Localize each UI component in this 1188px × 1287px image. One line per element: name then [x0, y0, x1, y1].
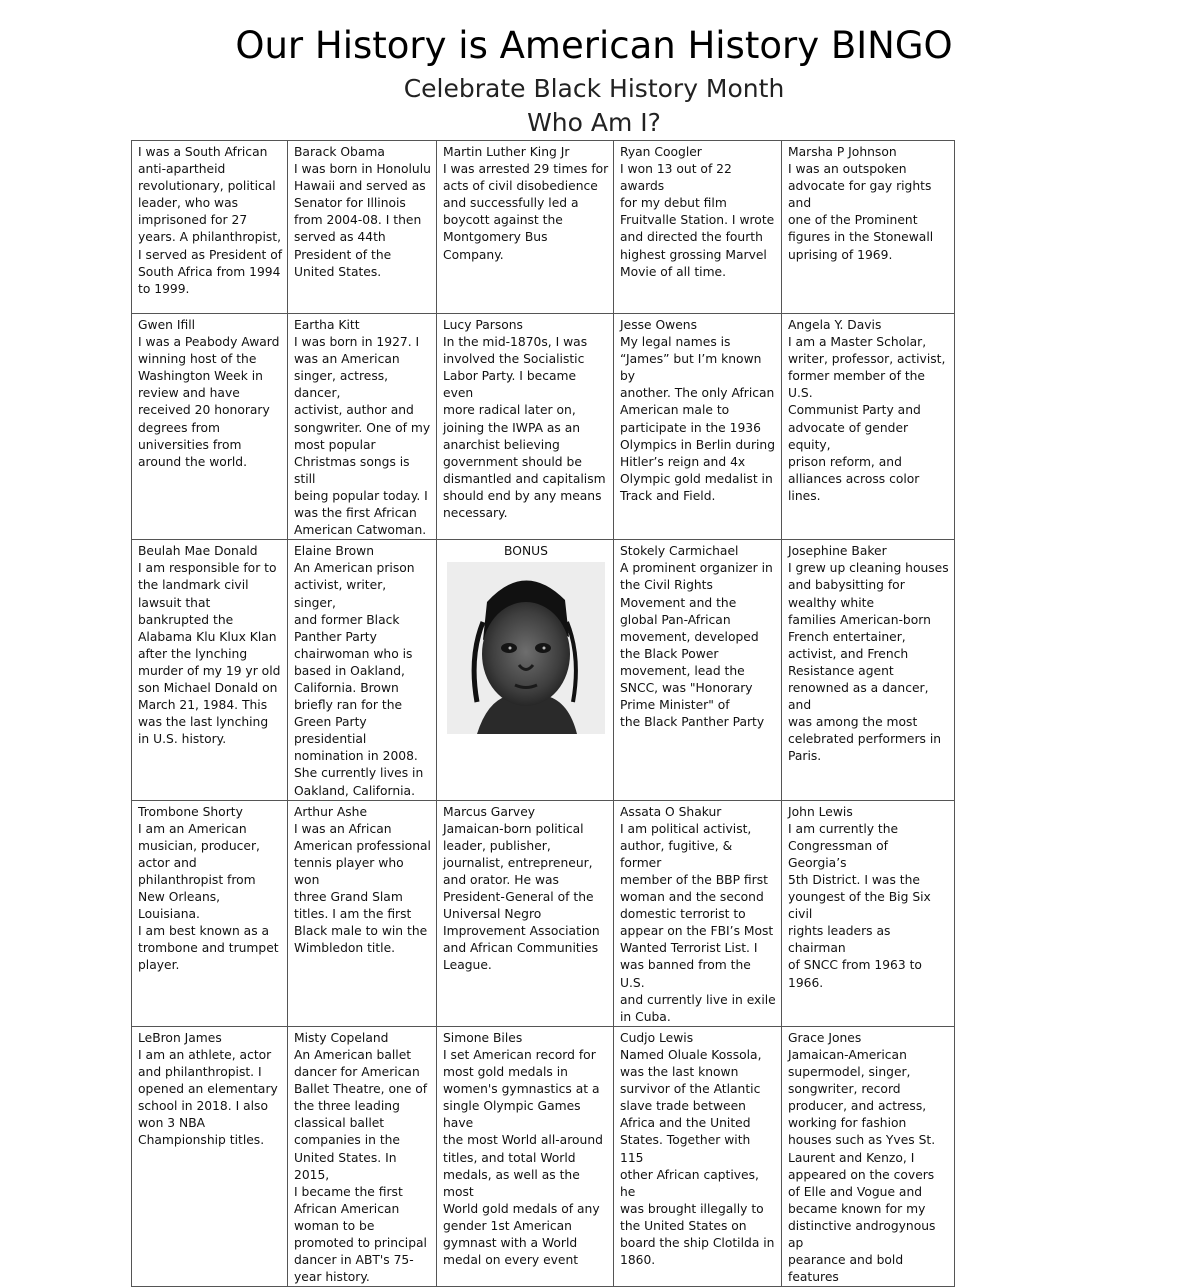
- page-title: Our History is American History BINGO: [235, 24, 953, 67]
- bingo-cell[interactable]: [437, 800, 614, 1026]
- cell-name: Marsha P Johnson: [788, 145, 897, 159]
- bingo-cell[interactable]: [132, 314, 288, 540]
- board-row: [132, 141, 955, 314]
- bingo-cell[interactable]: [614, 1026, 782, 1286]
- cell-name: Beulah Mae Donald: [138, 544, 258, 559]
- bingo-cell[interactable]: [132, 1026, 288, 1286]
- cell-name: Stokely Carmichael: [620, 544, 739, 559]
- cell-name: Grace Jones: [788, 1030, 862, 1045]
- board-row: [132, 540, 955, 800]
- bingo-cell[interactable]: [437, 1026, 614, 1286]
- cell-name: Angela Y. Davis: [788, 318, 882, 332]
- bingo-cell[interactable]: [437, 314, 614, 540]
- cell-name: Simone Biles: [443, 1030, 523, 1045]
- cell-name: Martin Luther King Jr: [443, 145, 570, 159]
- bingo-cell[interactable]: [288, 800, 437, 1026]
- bonus-label: BONUS: [504, 544, 548, 559]
- cell-name: LeBron James: [138, 1030, 222, 1045]
- cell-clue: I am political activist, author, fugitive, & former member of the BBP first woman and the second domestic terrorist to appear on the FBI’s Most Wanted Terrorist List. I was banned from the U.S. and currently live in exile in Cuba.: [620, 821, 776, 1024]
- bingo-cell[interactable]: [437, 141, 614, 314]
- bingo-cell[interactable]: [782, 800, 955, 1026]
- cell-clue: Jamaican-born political leader, publisher, journalist, entrepreneur, and orator. He was President-General of the Universal Negro Improvement Association and African Communities League.: [443, 821, 600, 973]
- page-subtitle: Celebrate Black History Month: [403, 74, 785, 103]
- bingo-cell[interactable]: [614, 314, 782, 540]
- board-row: [132, 314, 955, 540]
- cell-clue: Jamaican-American supermodel, singer, songwriter, record producer, and actress, working for fashion houses such as Yves St. Laurent and Kenzo, I appeared on the covers of Elle and Vogue and became known for my distinctive androgynous ap pearance and bold features: [788, 1047, 936, 1285]
- cell-clue: I am a Master Scholar, writer, professor, activist, former member of the U.S. Communist Party and advocate of gender equity, prison reform, and alliances across color lines.: [788, 335, 946, 503]
- cell-clue: I was a Peabody Award winning host of the Washington Week in review and have received 20 honorary degrees from universities from around the world.: [138, 335, 280, 469]
- bingo-cell[interactable]: [288, 314, 437, 540]
- bingo-cell[interactable]: [782, 314, 955, 540]
- cell-clue: An American ballet dancer for American Ballet Theatre, one of the three leading classical ballet companies in the United States. In 2015, I became the first African American woman to be promoted to principal dancer in ABT's 75- year history.: [294, 1047, 428, 1285]
- cell-name: Assata O Shakur: [620, 804, 722, 819]
- cell-name: Cudjo Lewis: [620, 1030, 694, 1045]
- board-row: [132, 1026, 955, 1286]
- bingo-cell[interactable]: [132, 540, 288, 800]
- bingo-cell[interactable]: [132, 800, 288, 1026]
- bingo-cell[interactable]: [288, 141, 437, 314]
- cell-clue: I was born in 1927. I was an American singer, actress, dancer, activist, author and songwriter. One of my most popular Christmas songs is still being popular today. I was the first African American Catwoman.: [294, 335, 431, 538]
- cell-name: Misty Copeland: [294, 1030, 389, 1045]
- cell-name: Gwen Ifill: [138, 318, 196, 332]
- cell-clue: In the mid-1870s, I was involved the Socialistic Labor Party. I became even more radical later on, joining the IWPA as an anarchist believing government should be dismantled and capitalism should end by any means necessary.: [443, 335, 606, 521]
- cell-clue: An American prison activist, writer, singer, and former Black Panther Party chairwoman who is based in Oakland, California. Brown briefly ran for the Green Party presidential nomination in 2008. She currently lives in Oakland, California.: [294, 561, 424, 798]
- board-row: [132, 800, 955, 1026]
- cell-clue: I won 13 out of 22 awards for my debut film Fruitvalle Station. I wrote and directed the fourth highest grossing Marvel Movie of all time.: [620, 162, 775, 279]
- cell-clue: I was an African American professional tennis player who won three Grand Slam titles. I am the first Black male to win the Wimbledon title.: [294, 821, 431, 956]
- bingo-cell[interactable]: [782, 540, 955, 800]
- cell-name: Josephine Baker: [788, 544, 887, 559]
- cell-clue: I was arrested 29 times for acts of civil disobedience and successfully led a boycott against the Montgomery Bus Company.: [443, 162, 609, 262]
- cell-name: John Lewis: [788, 804, 853, 819]
- cell-name: Ryan Coogler: [620, 145, 702, 159]
- cell-clue: I was born in Honolulu Hawaii and served as Senator for Illinois from 2004-08. I then served as 44th President of the United States.: [294, 162, 431, 279]
- cell-clue: I was an outspoken advocate for gay rights and one of the Prominent figures in the Stonewall uprising of 1969.: [788, 162, 934, 262]
- cell-name: Eartha Kitt: [294, 318, 360, 332]
- cell-clue: I am an American musician, producer, actor and philanthropist from New Orleans, Louisiana. I am best known as a trombone and trumpet player.: [138, 821, 279, 973]
- cell-clue: My legal names is “James” but I’m known by another. The only African American male to participate in the 1936 Olympics in Berlin during Hitler’s reign and 4x Olympic gold medalist in Track and Field.: [620, 335, 776, 503]
- cell-clue: I was a South African anti-apartheid revolutionary, political leader, who was imprisoned for 27 years. A philanthropist, I served as President of South Africa from 1994 to 1999.: [138, 145, 283, 296]
- cell-clue: A prominent organizer in the Civil Rights Movement and the global Pan-African movement, developed the Black Power movement, lead the SNCC, was "Honorary Prime Minister" of the Black Panther Party: [620, 561, 773, 730]
- cell-name: Elaine Brown: [294, 544, 375, 559]
- cell-clue: I set American record for most gold medals in women's gymnastics at a single Olympic Games have the most World all-around titles, and total World medals, as well as the most World gold medals of any gender 1st American gymnast with a World medal on every event: [443, 1047, 603, 1268]
- page-prompt: Who Am I?: [527, 108, 661, 137]
- cell-name: Trombone Shorty: [138, 804, 243, 819]
- cell-name: Lucy Parsons: [443, 318, 523, 332]
- bingo-cell[interactable]: [132, 141, 288, 314]
- cell-clue: Named Oluale Kossola, was the last known survivor of the Atlantic slave trade between Africa and the United States. Together with 115 other African captives, he was brought illegally to the United States on board the ship Clotilda in 1860.: [620, 1047, 775, 1268]
- bonus-portrait-image: [447, 562, 605, 734]
- cell-clue: I am an athlete, actor and philanthropist. I opened an elementary school in 2018. I also won 3 NBA Championship titles.: [138, 1047, 278, 1148]
- cell-name: Jesse Owens: [620, 318, 697, 332]
- bingo-cell[interactable]: [614, 141, 782, 314]
- bingo-board: [131, 140, 955, 1287]
- bingo-cell[interactable]: [288, 540, 437, 800]
- cell-clue: I am responsible for to the landmark civil lawsuit that bankrupted the Alabama Klu Klux Klan after the lynching murder of my 19 yr old son Michael Donald on March 21, 1984. This was the last lynching in U.S. history.: [138, 561, 281, 747]
- bingo-cell[interactable]: [288, 1026, 437, 1286]
- bingo-cell[interactable]: [782, 1026, 955, 1286]
- cell-name: Marcus Garvey: [443, 804, 536, 819]
- bingo-cell[interactable]: [614, 540, 782, 800]
- bonus-cell[interactable]: [437, 540, 614, 800]
- bingo-cell[interactable]: [614, 800, 782, 1026]
- bingo-cell[interactable]: [782, 141, 955, 314]
- cell-name: Barack Obama: [294, 145, 385, 159]
- cell-name: Arthur Ashe: [294, 804, 368, 819]
- cell-clue: I grew up cleaning houses and babysitting for wealthy white families American-born French entertainer, activist, and French Resistance agent renowned as a dancer, and was among the most celebrated performers in Paris.: [788, 561, 949, 764]
- cell-clue: I am currently the Congressman of Georgia’s 5th District. I was the youngest of the Big Six civil rights leaders as chairman of SNCC from 1963 to 1966.: [788, 821, 931, 990]
